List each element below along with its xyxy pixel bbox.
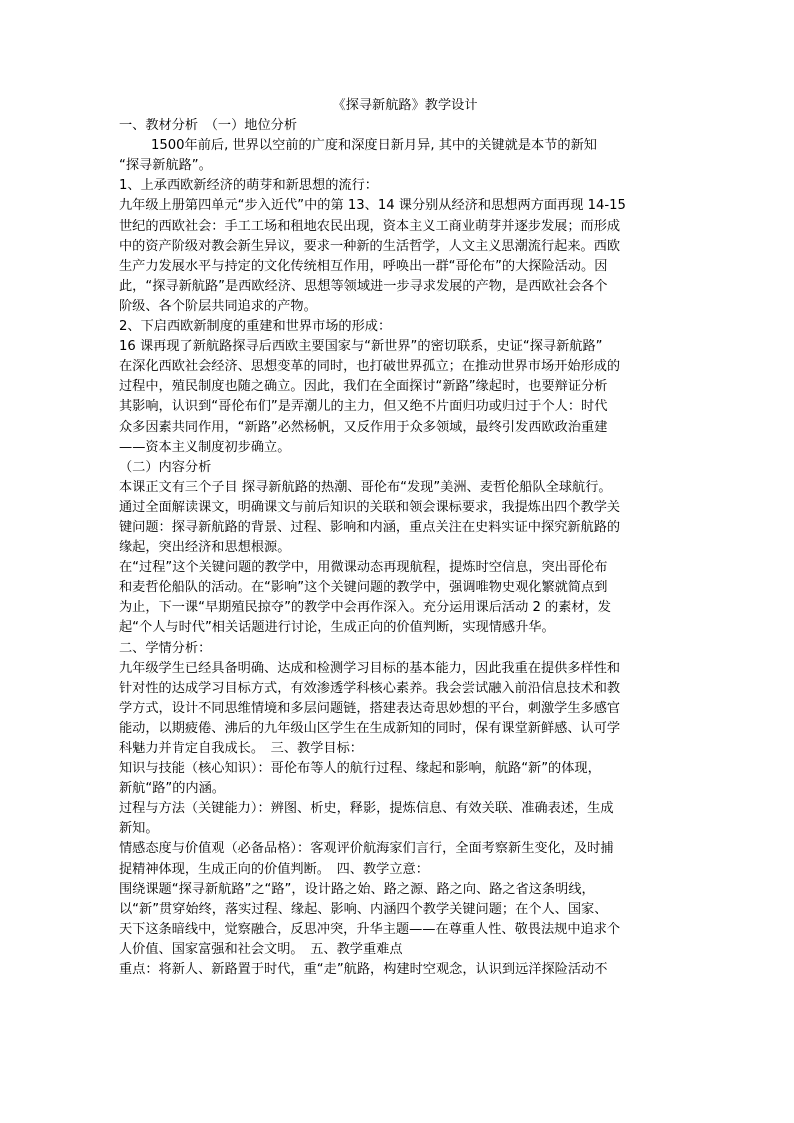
paragraph-line: 重点：将新人、新路置于时代，重“走”航路，构建时空观念，认识到远洋探险活动不	[119, 962, 608, 978]
paragraph-line: 九年级学生已经具备明确、达成和检测学习目标的基本能力，因此我重在提供多样性和	[119, 660, 621, 676]
document-title: 《探寻新航路》教学设计	[332, 98, 478, 113]
paragraph-line: 新知。	[119, 821, 159, 837]
paragraph-line: 新航“路”的内涵。	[119, 781, 225, 797]
paragraph-line: 知识与技能（核心知识）：哥伦布等人的航行过程、缘起和影响，航路“新”的体现，	[119, 761, 601, 777]
paragraph-line: 捉精神体现，生成正向的价值判断。 四、教学立意：	[119, 861, 429, 877]
subsection-heading: 2、下启西欧新制度的重建和世界市场的形成：	[119, 319, 392, 335]
paragraph-line: 16 课再现了新航路探寻后西欧主要国家与“新世界”的密切联系，史证“探寻新航路”	[119, 339, 603, 355]
paragraph-line: 世纪的西欧社会：手工工场和租地农民出现，资本主义工商业萌芽并逐步发展；而形成	[119, 218, 621, 234]
paragraph-line: 九年级上册第四单元“步入近代”中的第 13、14 课分别从经济和思想两方面再现 14-15	[119, 198, 626, 214]
paragraph-line: 在“过程”这个关键问题的教学中，用微课动态再现航程，提炼时空信息，突出哥伦布	[119, 560, 608, 576]
paragraph-line: 在深化西欧社会经济、思想变革的同时，也打破世界孤立；在推动世界市场开始形成的	[119, 359, 621, 375]
paragraph-line: 键问题：探寻新航路的背景、过程、影响和内涵，重点关注在史料实证中探究新航路的	[119, 519, 621, 535]
document-body	[119, 96, 691, 980]
paragraph-line: 中的资产阶级对教会新生异议，要求一种新的生活哲学，人文主义思潮流行起来。西欧	[119, 238, 621, 254]
paragraph-line: 本课正文有三个子目 探寻新航路的热潮、哥伦布“发现”美洲、麦哲伦船队全球航行。	[119, 479, 612, 495]
paragraph-line: 人价值、国家富强和社会文明。 五、教学重难点	[119, 941, 403, 957]
paragraph-line: 科魅力并肯定自我成长。 三、教学目标：	[119, 741, 363, 756]
paragraph-line: ——资本主义制度初步确立。	[119, 439, 291, 455]
paragraph-line: 以“新”贯穿始终，落实过程、缘起、影响、内涵四个教学关键问题；在个人、国家、	[119, 901, 608, 917]
paragraph-line: 围绕课题“探寻新航路”之“路”，设计路之始、路之源、路之向、路之省这条明线，	[119, 881, 595, 897]
paragraph-line: 为止，下一课“早期殖民掠夺”的教学中会再作深入。充分运用课后活动 2 的素材，发	[119, 600, 611, 616]
paragraph-line: 学方式，设计不同思维情境和多层问题链，搭建表达奇思妙想的平台，刺激学生多感官	[119, 700, 621, 716]
paragraph-line: 天下这条暗线中，觉察融合，反思冲突，升华主题——在尊重人性、敬畏法规中追求个	[119, 921, 621, 937]
paragraph-line: 起“个人与时代”相关话题进行讨论，生成正向的价值判断，实现情感升华。	[119, 620, 555, 636]
paragraph-line: “探寻新航路”。	[119, 158, 212, 174]
section-heading: 一、教材分析 （一）地位分析	[119, 118, 298, 134]
paragraph-line: 能动，以期疲倦、沸后的九年级山区学生在生成新知的同时，保有课堂新鲜感、认可学	[119, 720, 621, 736]
paragraph-line: 缘起，突出经济和思想根源。	[119, 540, 291, 556]
paragraph-line: 生产力发展水平与持定的文化传统相互作用，呼唤出一群“哥伦布”的大探险活动。因	[119, 258, 608, 274]
paragraph-line: 1500年前后, 世界以空前的广度和深度日新月异, 其中的关键就是本节的新知	[151, 138, 597, 154]
section-heading: 二、学情分析：	[119, 640, 212, 656]
paragraph-line: 阶级、各个阶层共同追求的产物。	[119, 298, 317, 314]
subsection-heading: （二）内容分析	[119, 459, 212, 475]
paragraph-line: 此，“探寻新航路”是西欧经济、思想等领域进一步寻求发展的产物，是西欧社会各个	[119, 278, 608, 294]
paragraph-line: 情感态度与价值观（必备品格）：客观评价航海家们言行，全面考察新生变化，及时捕	[119, 841, 614, 857]
paragraph-line: 过程与方法（关键能力）：辨图、析史，释影，提炼信息、有效关联、准确表述，生成	[119, 801, 614, 817]
paragraph-line: 通过全面解读课文，明确课文与前后知识的关联和领会课标要求，我提炼出四个教学关	[119, 499, 621, 515]
paragraph-line: 其影响，认识到“哥伦布们”是弄潮儿的主力，但又绝不片面归功或归过于个人：时代	[119, 399, 608, 415]
paragraph-line: 和麦哲伦船队的活动。在“影响”这个关键问题的教学中，强调唯物史观化繁就简点到	[119, 580, 608, 596]
paragraph-line: 过程中，殖民制度也随之确立。因此，我们在全面探讨“新路”缘起时，也要辩证分析	[119, 379, 608, 395]
paragraph-line: 针对性的达成学习目标方式，有效渗透学科核心素养。我会尝试融入前沿信息技术和教	[119, 680, 621, 696]
paragraph-line: 众多因素共同作用，“新路”必然杨帆，又反作用于众多领域，最终引发西欧政治重建	[119, 419, 608, 435]
subsection-heading: 1、上承西欧新经济的萌芽和新思想的流行：	[119, 178, 378, 194]
